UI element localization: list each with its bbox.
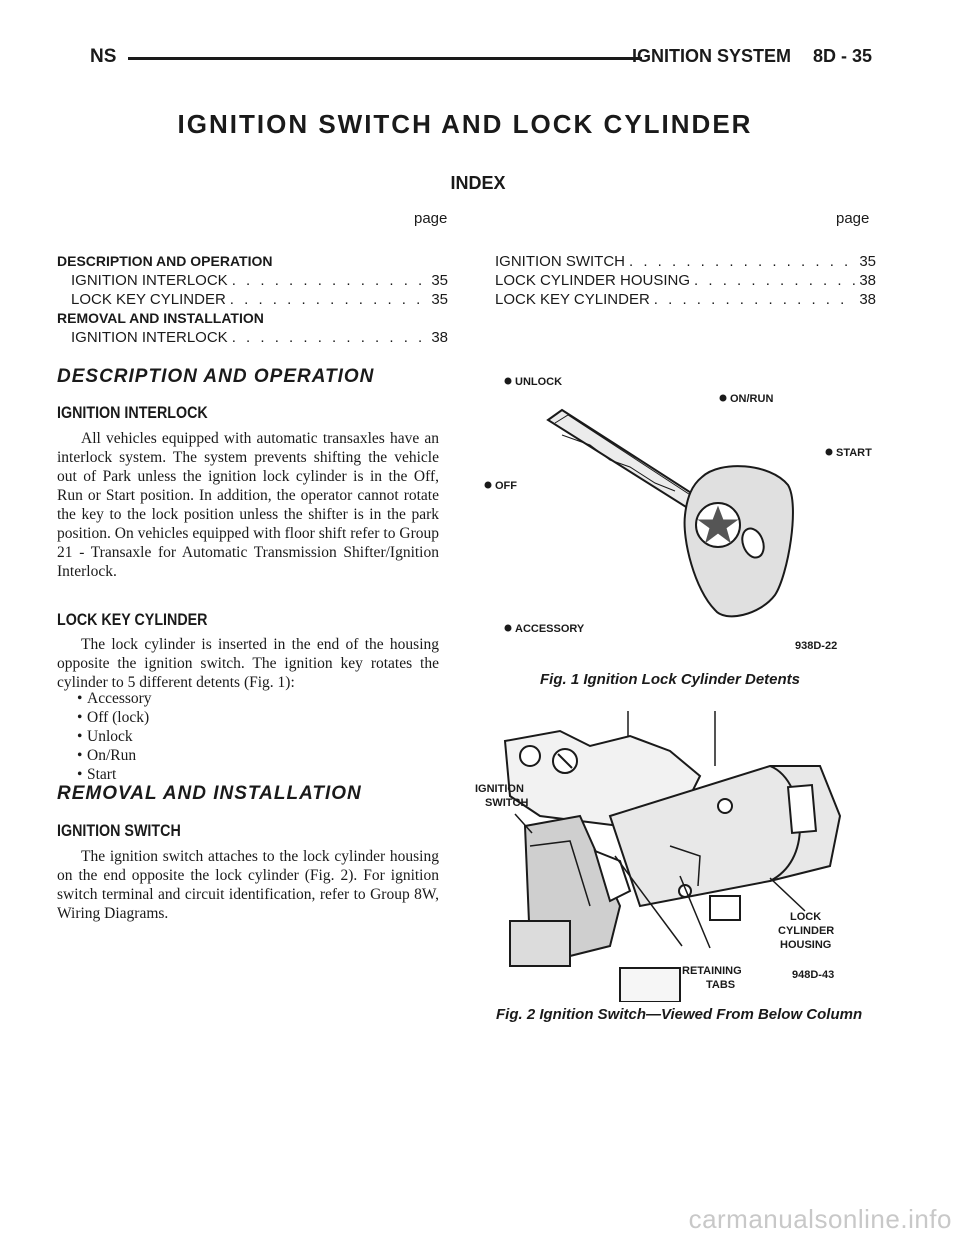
page-title: IGNITION SWITCH AND LOCK CYLINDER	[177, 109, 753, 139]
detent-dot	[826, 449, 833, 456]
detent-dot	[485, 482, 492, 489]
list-item: • Unlock	[77, 728, 133, 745]
index-entry[interactable]: IGNITION INTERLOCK . . . 38	[57, 328, 448, 347]
subheading-ignition-switch: IGNITION SWITCH	[57, 821, 181, 840]
index-entry[interactable]: IGNITION INTERLOCK . . . 35	[57, 271, 448, 290]
index-entry[interactable]: LOCK CYLINDER HOUSING . . . 38	[495, 271, 876, 290]
label-switch: SWITCH	[485, 797, 529, 809]
label-start: START	[836, 447, 872, 459]
list-item: • Off (lock)	[77, 709, 150, 726]
label-off: OFF	[495, 480, 517, 492]
label-ignition: IGNITION	[475, 783, 524, 795]
subheading-lock-key-cylinder: LOCK KEY CYLINDER	[57, 610, 208, 629]
leader-line	[770, 878, 805, 911]
ignition-switch-assembly-icon	[505, 711, 840, 1002]
list-item: • On/Run	[77, 747, 137, 764]
label-on-run: ON/RUN	[730, 393, 774, 405]
list-item: • Start	[77, 766, 117, 783]
detent-dot	[505, 378, 512, 385]
index-right-column	[495, 252, 876, 309]
header-page: 8D - 35	[812, 46, 872, 66]
figure-2-code: 948D-43	[792, 969, 835, 981]
header-right	[632, 46, 872, 67]
label-housing: HOUSING	[780, 939, 832, 951]
detent-dot	[505, 625, 512, 632]
watermark: carmanualsonline.info	[688, 1204, 952, 1234]
key-icon	[548, 410, 793, 616]
section-heading-removal: REMOVAL AND INSTALLATION	[57, 783, 362, 804]
label-tabs: TABS	[706, 979, 736, 991]
index-left-column	[57, 252, 448, 347]
index-entry[interactable]: LOCK KEY CYLINDER . . . 35	[57, 290, 448, 309]
detent-dot	[720, 395, 727, 402]
index-section-removal: REMOVAL AND INSTALLATION	[57, 310, 264, 326]
figure-2-switch-diagram	[470, 706, 890, 1002]
label-accessory: ACCESSORY	[515, 623, 585, 635]
index-title: INDEX	[450, 173, 506, 193]
index-page-label-right: page	[836, 210, 870, 227]
label-unlock: UNLOCK	[515, 376, 563, 388]
label-cylinder: CYLINDER	[778, 925, 835, 937]
figure-2-caption: Fig. 2 Ignition Switch—Viewed From Below Column	[496, 1006, 863, 1023]
header-section: IGNITION SYSTEM	[631, 46, 791, 66]
index-section-description: DESCRIPTION AND OPERATION	[57, 253, 273, 269]
list-item: • Accessory	[77, 690, 152, 707]
paragraph-ignition-switch: The ignition switch attaches to the lock cylinder housing on the end opposite the lock cylinder (Fig. 2). For ignition switch terminal and circuit identification, refer to Group 8W, Wiring Diagrams.	[57, 848, 439, 922]
index-entry[interactable]: IGNITION SWITCH . . . 35	[495, 252, 876, 271]
index-page-label-left: page	[414, 210, 448, 227]
paragraph-ignition-interlock: All vehicles equipped with automatic transaxles have an interlock system. The system prevents shifting the vehicle out of Park unless the ignition lock cylinder is in the Off, Run or Start position. In addition, the operator cannot rotate the key to the lock position unless the shifter is in the park position. On vehicles equipped with floor shift refer to Group 21 - Transaxle for Automatic Transmission Shifter/Ignition Interlock.	[57, 430, 439, 580]
section-heading-description: DESCRIPTION AND OPERATION	[57, 366, 375, 387]
figure-1-code: 938D-22	[795, 640, 838, 652]
subheading-ignition-interlock: IGNITION INTERLOCK	[57, 403, 208, 422]
label-retaining: RETAINING	[682, 965, 742, 977]
figure-1-key-diagram	[470, 365, 890, 665]
header-rule	[128, 57, 642, 60]
figure-1-caption: Fig. 1 Ignition Lock Cylinder Detents	[540, 671, 801, 688]
leader-line	[515, 814, 532, 833]
paragraph-lock-key-cylinder: The lock cylinder is inserted in the end of the housing opposite the ignition switch. The ignition key rotates the cylinder to 5 different detents (Fig. 1):	[57, 636, 439, 691]
index-entry[interactable]: LOCK KEY CYLINDER . . . 38	[495, 290, 876, 309]
detent-list	[57, 689, 152, 784]
label-lock: LOCK	[790, 911, 822, 923]
header-ns: NS	[90, 46, 117, 67]
